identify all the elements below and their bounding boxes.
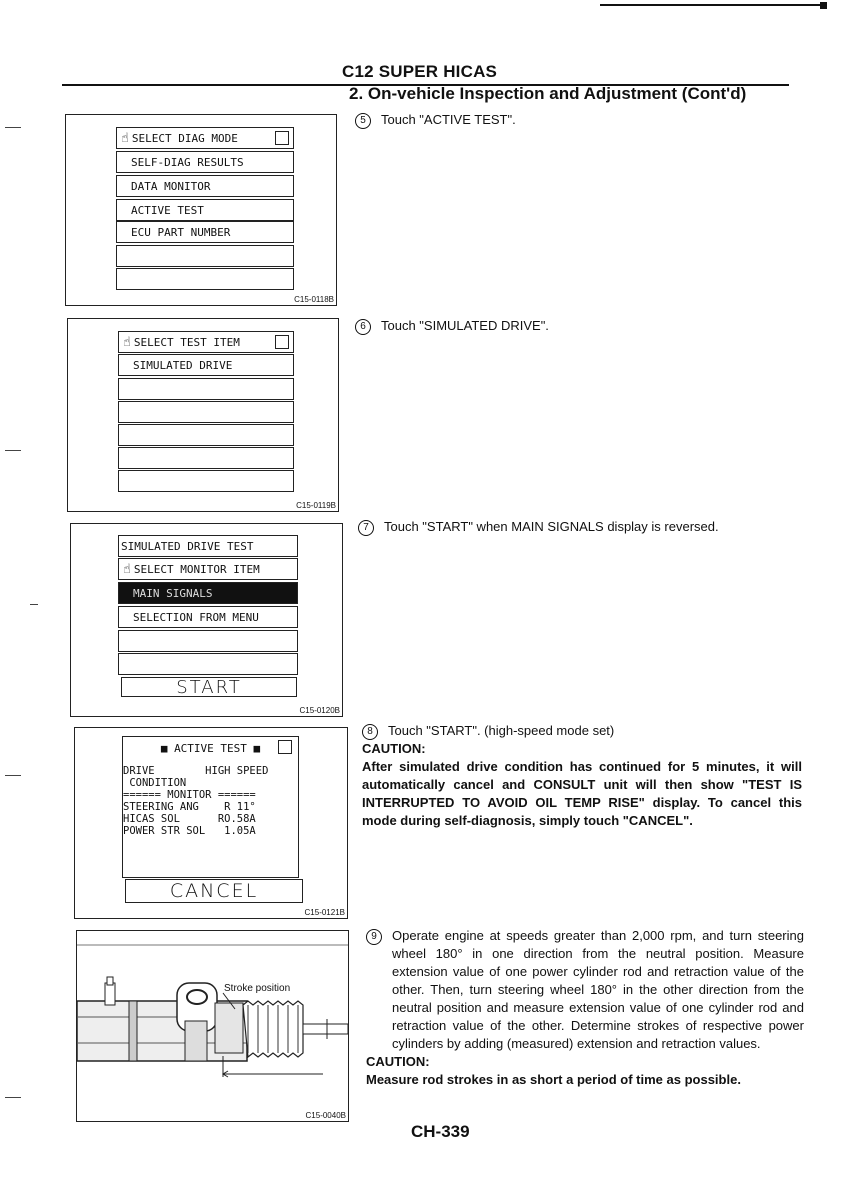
monitor-screen — [122, 736, 299, 878]
caution-label: CAUTION: — [362, 741, 426, 756]
top-rule — [600, 4, 825, 6]
step-number: 5 — [355, 113, 371, 129]
step-number: 6 — [355, 319, 371, 335]
menu-item-empty[interactable] — [118, 653, 298, 675]
step-text: Touch "START" when MAIN SIGNALS display is reversed. — [384, 519, 719, 534]
screen-subtitle-label: SELECT MONITOR ITEM — [133, 562, 260, 576]
step-5 — [355, 111, 516, 129]
hand-pointer-icon: ☝ — [121, 130, 129, 146]
margin-mark — [5, 775, 21, 776]
figure-id: C15-0120B — [299, 706, 340, 715]
menu-item[interactable]: DATA MONITOR — [116, 175, 294, 197]
figure-id: C15-0040B — [305, 1111, 346, 1120]
caution-text: Measure rod strokes in as short a period of time as possible. — [366, 1072, 741, 1087]
menu-item[interactable]: SIMULATED DRIVE — [118, 354, 294, 376]
menu-item-empty[interactable] — [118, 630, 298, 652]
margin-mark — [30, 604, 38, 605]
checkbox-icon — [278, 740, 292, 754]
step-text: Operate engine at speeds greater than 2,000 rpm, and turn steering wheel 180° in one direction from the neutral position. Measure extension value of one power cylinder rod and retraction value of the other. Then, turn steering wheel 180° in the other direction from the neutral position and measure extension value of one cylinder rod and retraction value of the other. Determine strokes of respective power cylinders by adding (measured) extension and retraction values. — [392, 928, 804, 1051]
menu-item[interactable]: ACTIVE TEST — [116, 199, 294, 221]
figure-simulated-drive-test — [70, 523, 343, 717]
screen-title — [118, 331, 294, 353]
figure-select-diag-mode — [65, 114, 337, 306]
caution-text: After simulated drive condition has continued for 5 minutes, it will automatically cancel and CONSULT unit will then show "TEST IS INTERRUPTED TO AVOID OIL TEMP RISE" display. To cancel this mode during self-diagnosis, simply touch "CANCEL". — [362, 759, 802, 828]
step-number: 9 — [366, 929, 382, 945]
screen-title — [118, 535, 298, 557]
figure-id: C15-0121B — [304, 908, 345, 917]
figure-stroke-position — [76, 930, 349, 1122]
margin-mark — [5, 450, 21, 451]
step-text: Touch "START". (high-speed mode set) — [388, 723, 615, 738]
screen-title-label: ACTIVE TEST — [174, 742, 247, 755]
step-9 — [366, 927, 804, 1089]
margin-mark — [5, 1097, 21, 1098]
figure-id: C15-0119B — [296, 501, 336, 510]
power-cylinder-illustration — [77, 931, 348, 1121]
step-number: 8 — [362, 724, 378, 740]
menu-item-selected[interactable]: MAIN SIGNALS — [118, 582, 298, 604]
screen-title-label: SELECT TEST ITEM — [133, 335, 240, 349]
menu-item-empty[interactable] — [118, 378, 294, 400]
menu-item[interactable]: SELECTION FROM MENU — [118, 606, 298, 628]
top-mark — [820, 2, 827, 9]
figure-active-test-monitor — [74, 727, 348, 919]
step-7 — [358, 518, 719, 536]
step-8 — [362, 722, 802, 830]
stroke-position-label: Stroke position — [224, 983, 291, 994]
checkbox-icon — [275, 131, 289, 145]
step-number: 7 — [358, 520, 374, 536]
cancel-button[interactable]: CANCEL — [125, 879, 303, 903]
menu-item-empty[interactable] — [116, 245, 294, 267]
margin-mark — [5, 127, 21, 128]
menu-item-empty[interactable] — [116, 268, 294, 290]
menu-item-empty[interactable] — [118, 424, 294, 446]
section-title: C12 SUPER HICAS — [342, 62, 498, 81]
caution-label: CAUTION: — [366, 1054, 430, 1069]
screen-subtitle — [118, 558, 298, 580]
screen-title-label: SIMULATED DRIVE TEST — [121, 539, 254, 553]
hand-pointer-icon: ☝ — [123, 334, 131, 350]
page-subtitle: 2. On-vehicle Inspection and Adjustment (Cont'd) — [349, 84, 747, 103]
menu-item[interactable]: ECU PART NUMBER — [116, 221, 294, 243]
menu-item-empty[interactable] — [118, 470, 294, 492]
screen-title-label: SELECT DIAG MODE — [131, 131, 238, 145]
checkbox-icon — [275, 335, 289, 349]
hand-pointer-icon: ☝ — [123, 561, 131, 577]
monitor-readout: DRIVE HIGH SPEED CONDITION ====== MONITOR ====== STEERING ANG R 11° HICAS SOL RO.58A POWER STR SOL 1.05A — [123, 765, 269, 837]
figure-select-test-item — [67, 318, 339, 512]
step-text: Touch "SIMULATED DRIVE". — [381, 318, 549, 333]
figure-id: C15-0118B — [294, 295, 334, 304]
menu-item[interactable]: SELF-DIAG RESULTS — [116, 151, 294, 173]
screen-title: ■ ACTIVE TEST ■ — [160, 742, 261, 755]
step-6 — [355, 317, 549, 335]
menu-item-empty[interactable] — [118, 401, 294, 423]
page-number: CH-339 — [411, 1122, 470, 1141]
screen-title — [116, 127, 294, 149]
step-text: Touch "ACTIVE TEST". — [381, 112, 516, 127]
start-button[interactable]: START — [121, 677, 297, 697]
menu-item-empty[interactable] — [118, 447, 294, 469]
